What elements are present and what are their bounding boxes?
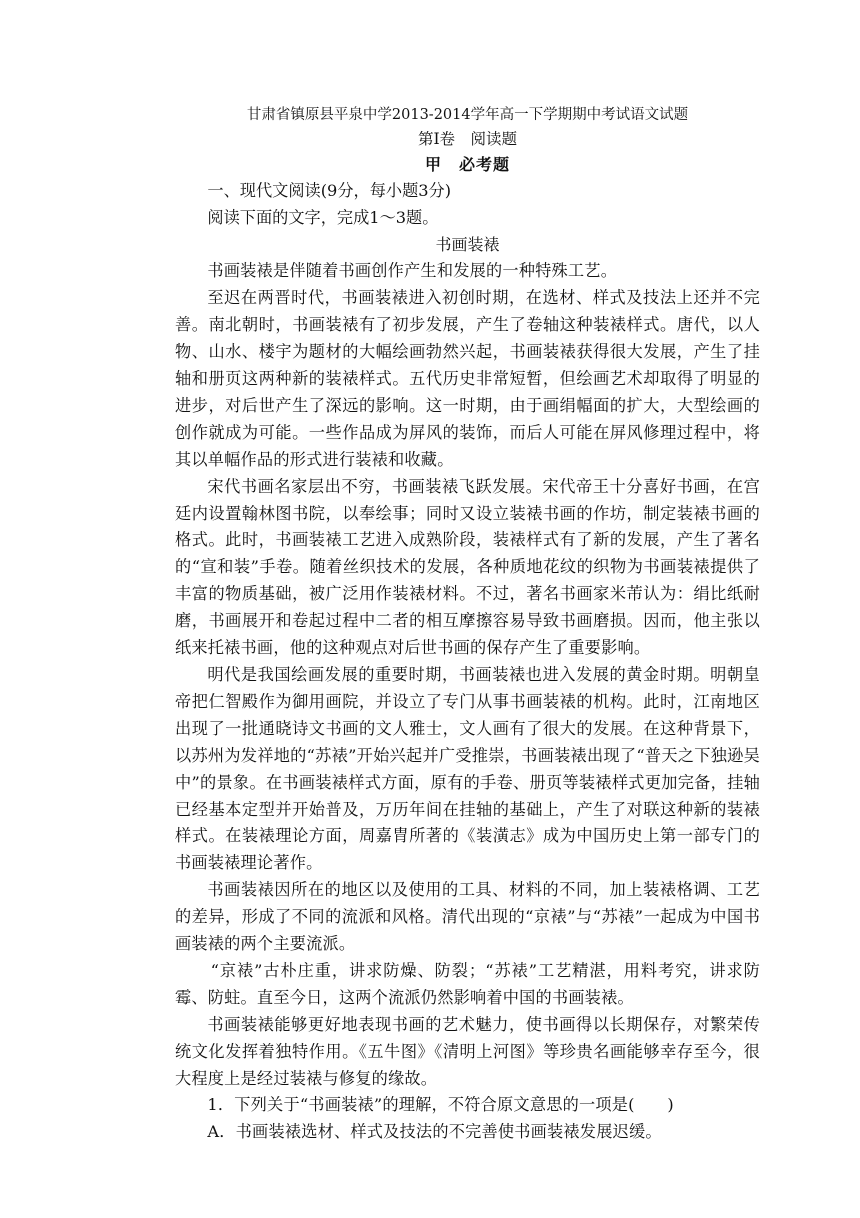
exam-title: 甘肃省镇原县平泉中学2013-2014学年高一下学期期中考试语文试题 bbox=[246, 107, 689, 123]
article-paragraph: 书画装裱因所在的地区以及使用的工具、材料的不同，加上装裱格调、工艺的差异，形成了不同的流派和风格。清代出现的“京裱”与“苏裱”一起成为中国书画装裱的两个主要流派。 bbox=[175, 880, 760, 954]
exam-page bbox=[175, 104, 760, 1146]
article-paragraph: 明代是我国绘画发展的重要时期，书画装裱也进入发展的黄金时期。明朝皇帝把仁智殿作为御用画院，并设立了专门从事书画装裱的机构。此时，江南地区出现了一批通晓诗文书画的文人雅士，文人画有了很大的发展。在这种背景下，以苏州为发祥地的“苏裱”开始兴起并广受推崇，书画装裱出现了“普天之下独逊吴中”的景象。在书画装裱样式方面，原有的手卷、册页等装裱样式更加完备，挂轴已经基本定型并开始普及，万历年间在挂轴的基础上，产生了对联这种新的装裱样式。在装裱理论方面，周嘉胄所著的《装潢志》成为中国历史上第一部专门的书画装裱理论著作。 bbox=[175, 664, 760, 873]
article-paragraph: 书画装裱能够更好地表现书画的艺术魅力，使书画得以长期保存，对繁荣传统文化发挥着独特作用。《五牛图》《清明上河图》等珍贵名画能够幸存至今，很大程度上是经过装裱与修复的缘故。 bbox=[175, 1014, 760, 1088]
question-1: 1．下列关于“书画装裱”的理解，不符合原文意思的一项是( ) bbox=[207, 1095, 674, 1115]
section-heading: 甲 必考题 bbox=[424, 155, 510, 174]
question-1-option-a: A．书画装裱选材、样式及技法的不完善使书画装裱发展迟缓。 bbox=[207, 1122, 662, 1142]
part-instruction: 一、现代文阅读(9分，每小题3分) bbox=[207, 181, 452, 200]
article-paragraph: 至迟在两晋时代，书画装裱进入初创时期，在选材、样式及技法上还并不完善。南北朝时，书画装裱有了初步发展，产生了卷轴这种装裱样式。唐代，以人物、山水、楼宇为题材的大幅绘画勃然兴起，书画装裱获得很大发展，产生了挂轴和册页这两种新的装裱样式。五代历史非常短暂，但绘画艺术却取得了明显的进步，对后世产生了深远的影响。这一时期，由于画绢幅面的扩大，大型绘画的创作就成为可能。一些作品成为屏风的装饰，而后人可能在屏风修理过程中，将其以单幅作品的形式进行装裱和收藏。 bbox=[175, 288, 760, 469]
task-instruction: 阅读下面的文字，完成1～3题。 bbox=[207, 207, 439, 227]
article-paragraph: 书画装裱是伴随着书画创作产生和发展的一种特殊工艺。 bbox=[207, 261, 618, 281]
volume-heading: 第Ⅰ卷 阅读题 bbox=[417, 130, 518, 148]
article-paragraph: “京裱”古朴庄重，讲求防燥、防裂；“苏裱”工艺精湛，用料考究，讲求防霉、防蛀。直至今日，这两个流派仍然影响着中国的书画装裱。 bbox=[175, 960, 760, 1007]
article-title: 书画装裱 bbox=[435, 234, 500, 254]
article-paragraph: 宋代书画名家层出不穷，书画装裱飞跃发展。宋代帝王十分喜好书画，在宫廷内设置翰林图书院，以奉绘事；同时又设立装裱书画的作坊，制定装裱书画的格式。此时，书画装裱工艺进入成熟阶段，装裱样式有了新的发展，产生了著名的“宣和装”手卷。随着丝织技术的发展，各种质地花纹的织物为书画装裱提供了丰富的物质基础，被广泛用作装裱材料。不过，著名书画家米芾认为：绢比纸耐磨，书画展开和卷起过程中二者的相互摩擦容易导致书画磨损。因而，他主张以纸来托裱书画，他的这种观点对后世书画的保存产生了重要影响。 bbox=[175, 476, 760, 658]
